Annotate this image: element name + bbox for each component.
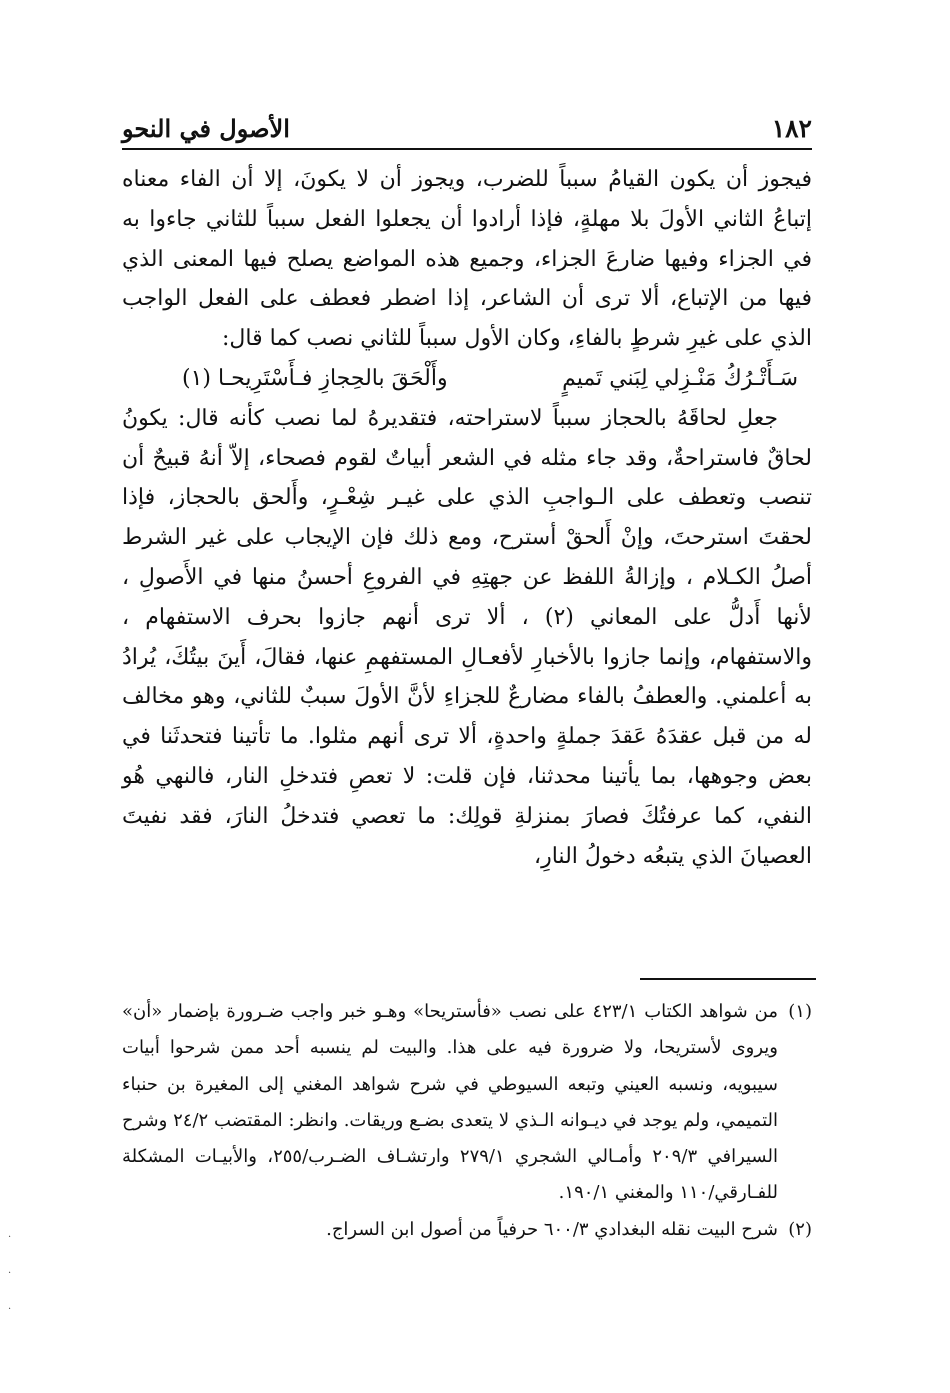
footnote-divider	[640, 978, 816, 980]
verse-second-hemistich: وأَلْحَقَ بالحِجازِ فـأَسْتَرِيحـا (١)	[182, 365, 448, 391]
main-text	[122, 160, 812, 876]
footnote-2-number: (٢)	[788, 1218, 812, 1240]
verse-first-hemistich: سَـأَتْـرُكُ مَنْـزِلي لِبَني تَميمٍ	[562, 365, 798, 391]
running-title: الأصول في النحو	[122, 114, 290, 143]
footnote-1	[122, 994, 812, 1212]
footnotes	[122, 994, 812, 1248]
page-header	[122, 108, 812, 148]
footnote-2	[122, 1212, 812, 1248]
footnote-1-text: من شواهد الكتاب ٤٢٣/١ على نصب «فأستريحا» وهـو خبر واجب ضـرورة بإضمار «أن» ويروى لأستريحا، ولا ضرورة فيه على هذا. والبيت لم ينسبه أحد ممن شرحوا أبيات سيبويه، ونسبه العيني وتبعه السيوطي في شرح شواهد المغني إلى المغيرة بن حنباء التميمي، ولم يوجد في ديـوانه الـذي لا يتعدى بضـع وريقات. وانظر: المقتضب ٢٤/٢ وشرح السيرافي ٢٠٩/٣ وأمـالي الشجري ٢٧٩/١ وارتشـاف الضـرب/٢٥٥، والأبيـات المشكلة للفـارقي/١١٠ والمغني ١٩٠/١.	[122, 1001, 778, 1204]
paragraph-2: جعلِ لحاقَهُ بالحجاز سبباً لاستراحته، فتقديرهُ لما نصب كأنه قال: يكونُ لحاقٌ فاستراحةٌ، وقد جاء مثله في الشعر أبياتٌ لقوم فصحاء، إلاّ أنهُ قبيحٌ أن تنصب وتعطف على الـواجبِ الذي على غيـر شِعْـرٍ، وأَلحق بالحجاز، فإذا لحقتَ استرحتَ، وإنْ أَلحقْ أسترح، ومع ذلك فإن الإيجاب على غير الشرط أصلُ الكـلام ، وإزالةُ اللفظ عن جهتِهِ في الفروعِ أحسنُ منها في الأَصولِ ، لأنها أَدلُّ على المعاني (٢) ، ألا ترى أنهم جازوا بحرف الاستفهام ، والاستفهام، وإنما جازوا بالأخبارِ لأفعـالِ المستفهمِ عنها، فقالَ، أَينَ بيتُكَ، يُرادُ به أعلمني. والعطفُ بالفاء مضارعٌ للجزاءِ لأنَّ الأولَ سببٌ للثاني، وهو مخالف له من قبل عقدَهُ عَقدَ جملةٍ واحدةٍ، ألا ترى أنهم مثلوا. ما تأتينا فتحدثَنا في بعض وجوهها، بما يأتينا محدثنا، فإن قلت: لا تعصِ فتدخلِ النار، فالنهي هُو النفي، كما عرفتُكَ فصارَ بمنزلةِ قولِك: ما تعصي فتدخلُ النارَ، فقد نفيتَ العصيانَ الذي يتبعُه دخولُ النارِ،	[122, 405, 812, 869]
scan-specks: · · ·	[8, 1232, 12, 1315]
footnote-2-text: شرح البيت نقله البغدادي ٦٠٠/٣ حرفياً من أصول ابن السراج.	[326, 1218, 778, 1240]
poetry-verse	[122, 359, 812, 399]
page-number: ١٨٢	[771, 114, 812, 143]
footnote-1-number: (١)	[788, 1001, 812, 1022]
header-divider	[122, 148, 812, 150]
paragraph-1: فيجوز أن يكون القيامُ سبباً للضرب، ويجوز أن لا يكونَ، إلا أن الفاء معناه إتباعُ الثاني الأولَ بلا مهلةٍ، فإذا أرادوا أن يجعلوا الفعل سبباً للثاني جاءوا به في الجزاء وفيها ضارعَ الجزاء، وجميع هذه المواضع يصلح فيها المعنى الذي فيها من الإتباع، ألا ترى أن الشاعر، إذا اضطر فعطف على الفعل الواجب الذي على غيرِ شرطٍ بالفاءِ، وكان الأول سبباً للثاني نصب كما قال:	[122, 167, 812, 352]
